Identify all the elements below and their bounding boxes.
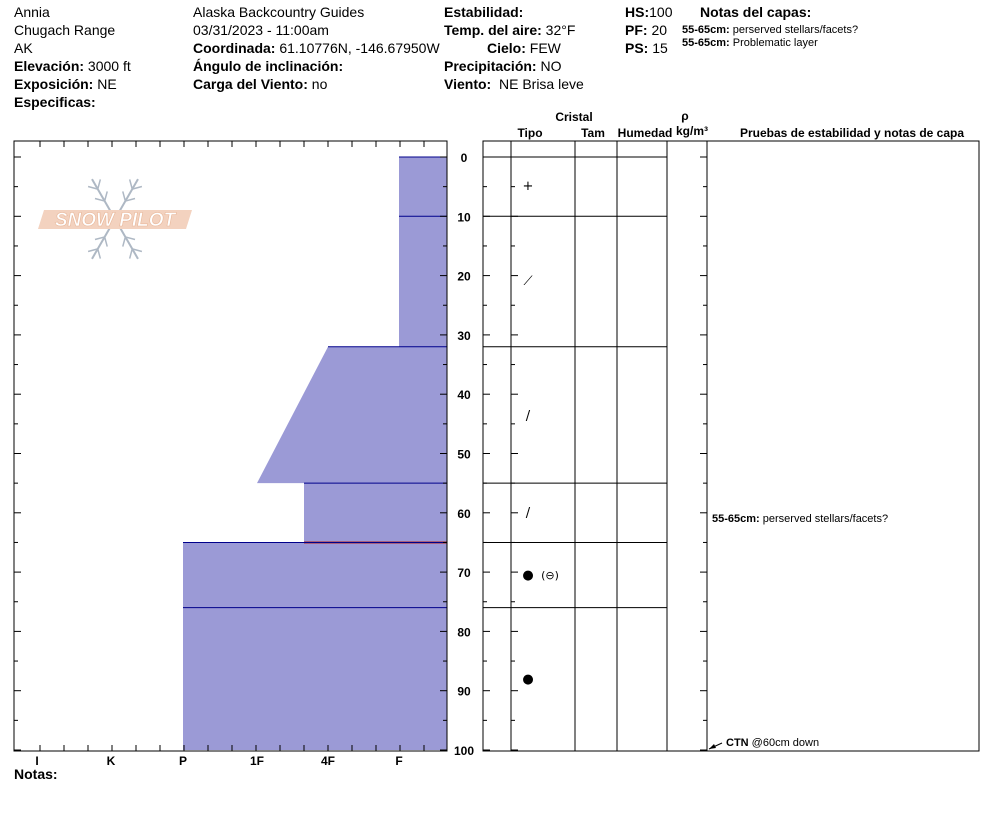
depth-tick-label: 20 <box>457 269 471 284</box>
snowflake-branch <box>123 191 126 201</box>
crystal-type-symbol: / <box>525 506 531 521</box>
snowflake-branch <box>130 179 133 189</box>
crystal-type-symbol: + <box>522 179 534 194</box>
incline-row: Ángulo de inclinación: <box>193 58 344 74</box>
observer-name: Annia <box>14 4 50 20</box>
crystal-type-symbol: ● <box>522 672 534 687</box>
wind-row: Viento: NE Brisa leve <box>444 76 584 92</box>
stability-test-label: CTN <box>726 737 752 749</box>
observation-datetime: 03/31/2023 - 11:00am <box>193 22 329 38</box>
depth-tick-label: 10 <box>457 210 471 225</box>
test-pointer-head <box>709 744 716 749</box>
col-head-density-unit: kg/m³ <box>675 124 709 138</box>
specifics-row: Especificas: <box>14 94 96 110</box>
depth-tick-label: 60 <box>457 506 471 521</box>
hardness-tick-label: F <box>395 754 403 768</box>
depth-tick-label: 90 <box>457 684 471 699</box>
org-name: Alaska Backcountry Guides <box>193 4 365 20</box>
layer-comment <box>712 513 888 525</box>
layer-note-1: 55-65cm: perserved stellars/facets? <box>682 24 859 36</box>
logo-text: SNOW PILOT <box>54 210 176 231</box>
col-head-size: Tam <box>581 126 605 140</box>
crystal-type-symbol: ● <box>522 568 534 583</box>
aspect-row: Exposición: NE <box>14 76 117 92</box>
precip-row: Precipitación: NO <box>444 58 562 74</box>
layer-comments <box>712 513 888 525</box>
crystal-table <box>517 109 964 140</box>
depth-tick-label: 0 <box>460 151 468 165</box>
snowflake-branch <box>105 237 108 247</box>
crystal-secondary-symbol: (⊖) <box>541 569 559 582</box>
hardness-layer <box>257 347 447 483</box>
snowflake-branch <box>130 249 133 259</box>
col-head-crystal: Cristal <box>555 110 593 124</box>
hardness-tick-label: I <box>35 754 39 768</box>
col-head-moisture: Humedad <box>617 126 673 140</box>
depth-tick-label: 70 <box>457 566 471 581</box>
snowpilot-logo <box>38 179 192 259</box>
crystal-type-symbol: ⟋ <box>523 274 533 289</box>
hardness-layer <box>183 608 447 750</box>
hardness-tick-label: 4F <box>320 754 336 768</box>
layer-note-2: 55-65cm: Problematic layer <box>682 37 818 49</box>
state-name: AK <box>14 40 33 56</box>
layer-comment-text: perserved stellars/facets? <box>762 512 889 525</box>
coordinate-row: Coordinada: 61.10776N, -146.67950W <box>193 40 440 56</box>
pf-row: PF: 20 <box>625 22 668 38</box>
col-head-type: Tipo <box>517 126 543 140</box>
ps-row: PS: 15 <box>625 40 668 56</box>
table-frame <box>483 141 979 751</box>
depth-tick-label: 80 <box>457 625 471 640</box>
hardness-layer <box>399 157 447 216</box>
snowflake-branch <box>98 249 101 259</box>
hs-row: HS:100 <box>625 4 673 20</box>
depth-tick-label: 50 <box>457 447 471 462</box>
hardness-tick-label: 1F <box>249 754 265 768</box>
snowflake-branch <box>105 191 108 201</box>
stability-test-text: @60cm down <box>751 737 820 749</box>
col-head-rho: ρ <box>681 109 689 123</box>
depth-tick-label: 40 <box>457 388 471 403</box>
snowflake-branch <box>98 179 101 189</box>
depth-tick-label: 30 <box>457 328 471 343</box>
hardness-tick-label: P <box>178 754 188 768</box>
stability-tests <box>709 737 819 749</box>
sky-row: Cielo: FEW <box>487 40 561 56</box>
snowflake-branch <box>123 237 126 247</box>
hardness-layer <box>304 483 447 542</box>
layer-comment-range: 55-65cm: <box>712 512 763 525</box>
elevation-row: Elevación: 3000 ft <box>14 58 131 74</box>
hardness-layer <box>399 216 447 346</box>
wind-load-row: Carga del Viento: no <box>193 76 328 92</box>
hardness-profile <box>183 157 447 750</box>
hardness-tick-label: K <box>106 754 116 768</box>
col-head-tests: Pruebas de estabilidad y notas de capa <box>739 126 965 140</box>
stability-test <box>726 737 819 749</box>
range-name: Chugach Range <box>14 22 116 38</box>
stability-row: Estabilidad: <box>444 4 524 20</box>
airtemp-row: Temp. del aire: 32°F <box>444 22 576 38</box>
crystal-type-symbol: / <box>525 409 531 424</box>
layer-notes-title: Notas del capas: <box>700 4 812 20</box>
crystal-symbols <box>522 179 559 687</box>
notes-row: Notas: <box>14 766 58 782</box>
table-grid <box>483 141 979 751</box>
depth-tick-label: 100 <box>453 744 475 758</box>
hardness-layer <box>183 542 447 607</box>
